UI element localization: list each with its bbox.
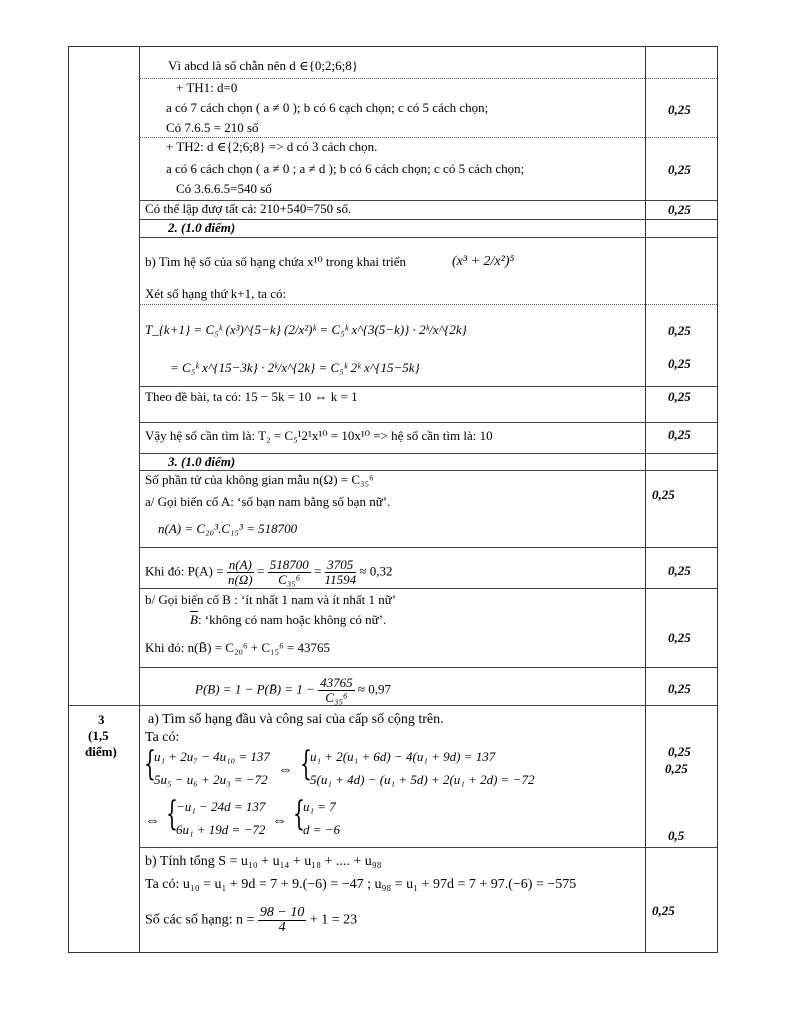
- n-b-bar: Khi đó: n(B̄) = C₂₀⁶ + C₁₅⁶ = 43765: [145, 640, 330, 655]
- count-frac: $\frac{98 - 10}{4}$: [259, 905, 305, 935]
- score-cond: 0,25: [668, 389, 691, 404]
- q3a-taco: Ta có:: [145, 730, 180, 745]
- s2-question: b) Tìm hệ số của số hạng chứa x¹⁰ trong khai triển: [145, 254, 407, 269]
- score-pa: 0,25: [668, 563, 691, 578]
- q3-points-unit: điểm): [85, 744, 117, 759]
- s2-heading: 2. (1.0 điểm): [168, 220, 236, 235]
- tk-formula-1: T_{k+1} = C₅ᵏ (x³)^{5−k} (2/x²)ᵏ = C₅ᵏ x^{3(5−k)} · 2ᵏ/x^{2k}: [145, 322, 467, 337]
- sys2-l1: u₁ + 2(u₁ + 6d) − 4(u₁ + 9d) = 137: [310, 749, 496, 764]
- equiv-3: ⇔: [272, 813, 287, 829]
- sys1-l2: 5u₅ − u₆ + 2u₃ = −72: [154, 772, 268, 787]
- q3a-title: a) Tìm số hạng đầu và công sai của cấp số cộng trên.: [148, 712, 444, 727]
- th2-line2: Có 3.6.6.5=540 số: [176, 181, 272, 196]
- s2-answer: Vậy hệ số cần tìm là: T₂ = C₅¹2¹x¹⁰ = 10x¹⁰ => hệ số cần tìm là: 10: [145, 428, 493, 443]
- score-answer: 0,25: [668, 427, 691, 442]
- score-pb: 0,25: [668, 681, 691, 696]
- brace-1: {: [144, 744, 156, 784]
- p-b-frac: $\frac{43765}{\text{C₃₅⁶}}$: [320, 675, 353, 705]
- score-total: 0,25: [668, 202, 691, 217]
- n-a: n(A) = C₂₀³.C₁₅³ = 518700: [158, 521, 298, 536]
- score-q3b: 0,25: [652, 903, 675, 918]
- tk-formula-2: = C₅ᵏ x^{15−3k} · 2ᵏ/x^{2k} = C₅ᵏ 2ᵏ x^{15−5k}: [170, 360, 420, 375]
- score-q3a-3: 0,5: [668, 828, 685, 843]
- q3-number: 3: [98, 712, 105, 727]
- sample-space: Số phần tử của không gian mẫu n(Ω) = C₃₅⁶: [145, 472, 374, 487]
- score-th1: 0,25: [668, 102, 691, 117]
- s1-r1: Vì abcd là số chẵn nên d ∈{0;2;6;8}: [168, 58, 358, 73]
- th2-title: + TH2: d ∈{2;6;8} => d có 3 cách chọn.: [166, 139, 378, 154]
- event-b-bar: $\overline{B}$: ‘không có nam hoặc không có nữ’.: [190, 612, 387, 627]
- q3b-line1: Ta có: u₁₀ = u₁ + 9d = 7 + 9.(−6) = −47 ; u₉₈ = u₁ + 97d = 7 + 97.(−6) = −575: [145, 877, 577, 892]
- s2-condition: Theo đề bài, ta có: 15 − 5k = 10 ⇔ k = 1: [145, 389, 358, 404]
- column-divider: [645, 47, 646, 952]
- sys3-l1: −u₁ − 24d = 137: [176, 799, 266, 814]
- brace-4: {: [293, 794, 305, 834]
- q3b-count: Số các số hạng: n = $\frac{98 - 10}{4}$ + 1 = 23: [145, 905, 358, 935]
- equiv-2: ⇔: [145, 813, 160, 829]
- score-tk2: 0,25: [668, 356, 691, 371]
- brace-3: {: [166, 794, 178, 834]
- th1-title: + TH1: d=0: [176, 80, 238, 95]
- column-divider: [139, 47, 140, 952]
- score-th2: 0,25: [668, 162, 691, 177]
- sys2-l2: 5(u₁ + 4d) − (u₁ + 5d) + 2(u₁ + 2d) = −72: [310, 772, 535, 787]
- th1-line2: Có 7.6.5 = 210 số: [166, 120, 259, 135]
- p-a-result: ≈ 0,32: [359, 563, 393, 579]
- th2-line1: a có 6 cách chọn ( a ≠ 0 ; a ≠ d ); b có 6 cách chọn; c có 5 cách chọn;: [166, 161, 525, 176]
- expansion-formula: (x³ + 2/x²)⁵: [452, 254, 515, 269]
- sys4-l1: u₁ = 7: [303, 799, 336, 814]
- p-b-label: P(B) = 1 − P(B̄) = 1 −: [195, 681, 315, 697]
- p-a-frac3: $\frac{3705}{11594}$: [324, 557, 357, 587]
- p-b-result: ≈ 0,97: [357, 681, 392, 697]
- q3b-title: b) Tính tổng S = u₁₀ + u₁₄ + u₁₈ + .... + u₉₈: [145, 854, 382, 869]
- s2-general: Xét số hạng thứ k+1, ta có:: [145, 286, 287, 301]
- equiv-1: ⇔: [278, 762, 293, 778]
- p-a-frac2: $\frac{518700}{\text{C₃₅⁶}}$: [269, 557, 309, 587]
- p-a-line: Khi đó: P(A) = $\frac{n(A)}{n(\Omega)}$ = $\frac{518700}{\text{C₃₅⁶}}$ = $\frac{3705}{11594}$ ≈ 0,32: [145, 557, 393, 587]
- event-a: a/ Gọi biến cố A: ‘số bạn nam bằng số bạn nữ’.: [145, 494, 391, 509]
- score-q3a-1: 0,25: [668, 744, 691, 759]
- score-tk1: 0,25: [668, 323, 691, 338]
- score-event-b: 0,25: [668, 630, 691, 645]
- total-line: Có thể lập đượ tất cả: 210+540=750 số.: [145, 201, 352, 216]
- brace-2: {: [300, 744, 312, 784]
- event-b: b/ Gọi biến cố B : ‘ít nhất 1 nam và ít nhất 1 nữ’: [145, 592, 397, 607]
- s3-heading: 3. (1.0 điểm): [168, 454, 236, 469]
- p-b-line: [195, 676, 391, 705]
- p-a-label: Khi đó: P(A) =: [145, 563, 224, 579]
- score-s3a: 0,25: [652, 487, 675, 502]
- sys3-l2: 6u₁ + 19d = −72: [176, 822, 266, 837]
- p-a-frac1: $\frac{n(A)}{n(\Omega)}$: [228, 557, 253, 587]
- sys4-l2: d = −6: [303, 822, 341, 837]
- score-q3a-2: 0,25: [665, 761, 688, 776]
- sys1-l1: u₁ + 2u₇ − 4u₁₀ = 137: [154, 749, 270, 764]
- q3-points: (1,5: [88, 728, 109, 743]
- th1-line1: a có 7 cách chọn ( a ≠ 0 ); b có 6 cạch chọn; c có 5 cách chọn;: [166, 100, 489, 115]
